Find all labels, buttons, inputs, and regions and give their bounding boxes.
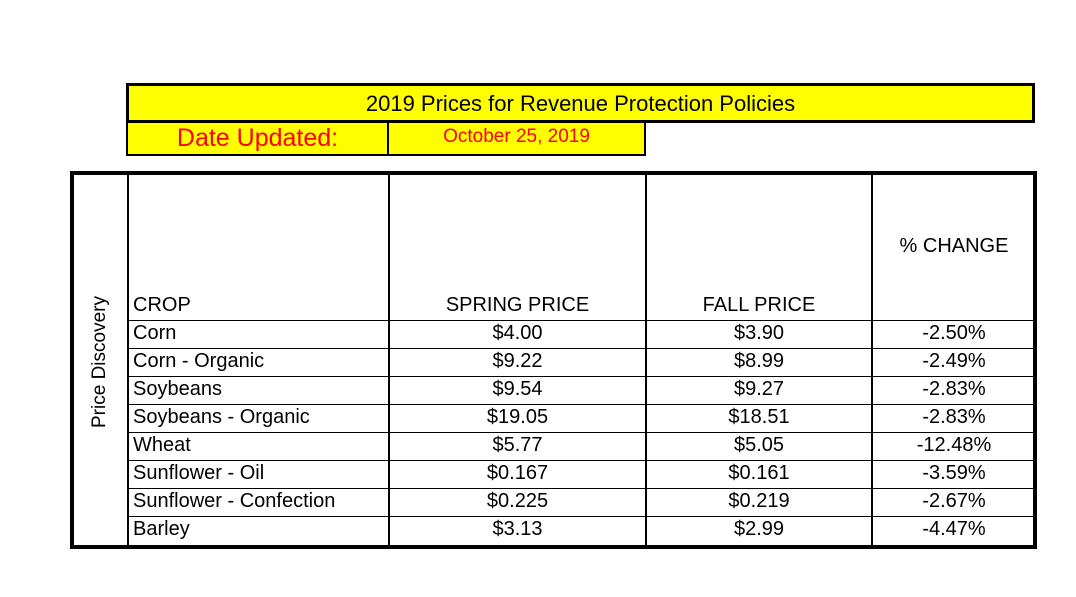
spring-price-cell: $0.225 [486,490,549,512]
header-crop: CROP [133,294,191,316]
spring-price-cell: $19.05 [486,406,549,428]
fall-price-cell: $9.27 [733,378,785,400]
spring-price-cell: $9.54 [492,378,543,400]
fall-price-cell: $0.161 [728,462,790,484]
spring-price-cell: $9.22 [492,350,543,372]
crop-name-cell: Wheat [133,434,191,456]
percent-change-cell: -2.67% [922,490,986,512]
spring-price-cell: $0.167 [486,462,549,484]
crop-name-cell: Corn - Organic [133,350,265,372]
fall-price-cell: $8.99 [733,350,785,372]
crop-name-cell: Soybeans - Organic [133,406,310,428]
header-percent-change: % CHANGE [899,235,1009,257]
percent-change-cell: -4.47% [922,518,986,540]
header-fall-price: FALL PRICE [702,294,816,316]
price-discovery-label: Price Discovery [89,296,110,428]
date-updated-label: Date Updated: [126,123,389,156]
crop-name-cell: Barley [133,518,190,540]
table-title: 2019 Prices for Revenue Protection Policies [126,83,1035,123]
crop-name-cell: Soybeans [133,378,222,400]
crop-name-cell: Sunflower - Oil [133,462,265,484]
spring-price-cell: $3.13 [492,518,543,540]
spring-price-cell: $5.77 [492,434,543,456]
fall-price-cell: $5.05 [733,434,785,456]
fall-price-cell: $2.99 [733,518,785,540]
column-divider [127,175,129,545]
header-spring-price: SPRING PRICE [445,294,590,316]
percent-change-cell: -2.49% [922,350,986,372]
date-updated-value: October 25, 2019 [389,123,646,156]
percent-change-cell: -3.59% [922,462,986,484]
fall-price-cell: $3.90 [733,322,785,344]
percent-change-cell: -12.48% [916,434,992,456]
crop-name-cell: Corn [133,322,177,344]
percent-change-cell: -2.83% [922,406,986,428]
percent-change-cell: -2.50% [922,322,986,344]
crop-name-cell: Sunflower - Confection [133,490,336,512]
percent-change-cell: -2.83% [922,378,986,400]
fall-price-cell: $0.219 [728,490,790,512]
fall-price-cell: $18.51 [728,406,790,428]
spring-price-cell: $4.00 [492,322,543,344]
